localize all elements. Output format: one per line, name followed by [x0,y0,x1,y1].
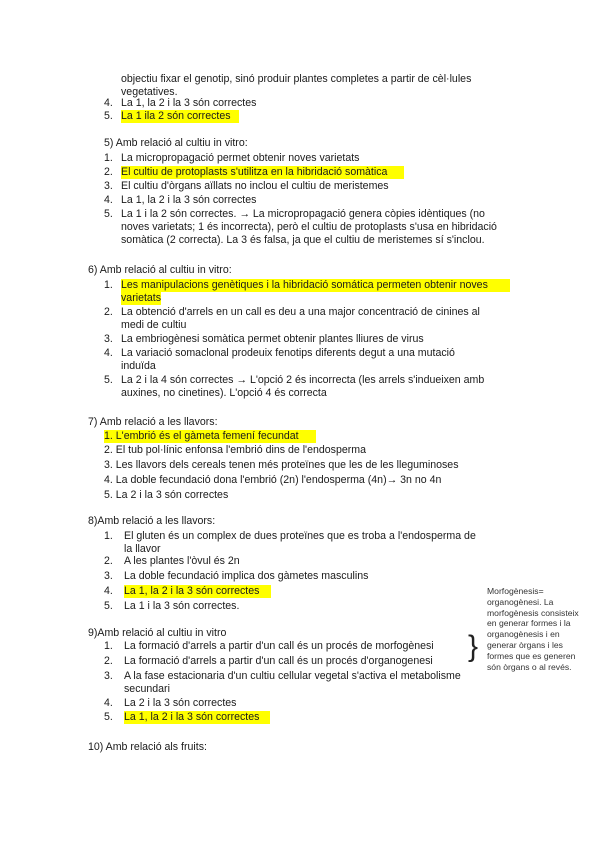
question-8-title: 8)Amb relació a les llavors: [88,515,216,527]
list-item-number: 4. [104,585,113,597]
list-item: 5. La 2 i la 3 són correctes [104,489,229,501]
list-item: 4. La doble fecundació dona l'embrió (2n) l'endosperma (4n)→ 3n no 4n [104,474,442,486]
list-item-highlighted: La 1 ila 2 són correctes [121,110,239,123]
list-item: La 1 i la 2 són correctes. → La micropropagació genera còpies idèntiques (no [121,208,485,220]
list-item: secundari [124,683,170,695]
list-item: La formació d'arrels a partir d'un call és un procés d'organogenesi [124,655,433,667]
list-item-number: 3. [104,180,113,192]
list-item: La 2 i la 3 són correctes [124,697,237,709]
list-item-number: 1. [104,530,113,542]
list-item-highlighted: La 1, la 2 i la 3 són correctes [124,711,270,724]
margin-note-line: morfogènesis consisteix [487,607,579,618]
list-item-number: 4. [104,347,113,359]
list-item-number: 5. [104,600,113,612]
question-5-title: 5) Amb relació al cultiu in vitro: [104,137,248,149]
list-item: La embriogènesi somàtica permet obtenir plantes lliures de virus [121,333,424,345]
list-item-number: 5. [104,110,113,122]
list-item-number: 4. [104,194,113,206]
list-item: La formació d'arrels a partir d'un call és un procés de morfogènesi [124,640,434,652]
list-item-highlighted: Les manipulacions genètiques i la hibridació somática permeten obtenir noves [121,279,510,292]
margin-note-line: Morfogènesis= [487,586,544,596]
answer-explanation: somàtica (2 correcta). La 3 és falsa, ja que el cultiu de meristemes sí s'inclou. [121,234,485,246]
list-item-number: 2. [104,306,113,318]
margin-note-line: generar òrgans i les [487,639,563,650]
list-item-number: 1. [104,279,113,291]
margin-note-line: en generar formes i la [487,618,571,629]
list-item-highlighted: varietats [121,292,162,304]
margin-note-line: organogènesis i en [487,629,560,640]
list-item: La doble fecundació implica dos gàmetes masculins [124,570,369,582]
list-item-highlighted: 1. L'embrió és el gàmeta femení fecundat [104,430,316,443]
list-item: El cultiu d'òrgans aïllats no inclou el cultiu de meristemes [121,180,389,192]
list-item: induïda [121,360,156,372]
list-item-number: 2. [104,655,113,667]
list-item-number: 5. [104,374,113,386]
margin-note [487,586,595,672]
list-item-number: 1. [104,640,113,652]
list-item-number: 4. [104,97,113,109]
list-item-number: 2. [104,166,113,178]
list-item: auxines, no cinetines). L'opció 4 és correcta [121,387,327,399]
list-item: La 1, la 2 i la 3 són correctes [121,194,257,206]
list-item: La obtenció d'arrels en un call es deu a una major concentració de cinines al [121,306,480,318]
list-item: La micropropagació permet obtenir noves varietats [121,152,360,164]
list-item-number: 3. [104,570,113,582]
list-item: La 1, la 2 i la 3 són correctes [121,97,257,109]
question-6-title: 6) Amb relació al cultiu in vitro: [88,264,232,276]
list-item: 2. El tub pol·línic enfonsa l'embrió dins de l'endosperma [104,444,366,456]
list-item-highlighted: La 1, la 2 i la 3 són correctes [124,585,271,598]
list-item: A la fase estacionaria d'un cultiu cellular vegetal s'activa el metabolisme [124,670,461,682]
list-item-number: 2. [104,555,113,567]
question-10-title: 10) Amb relació als fruits: [88,741,207,753]
list-item: El gluten és un complex de dues proteïnes que es troba a l'endosperma de [124,530,476,542]
brace-mark: } [468,630,479,663]
list-item-number: 4. [104,697,113,709]
top-line-2: vegetatives. [121,86,178,98]
list-item: La variació somaclonal prodeuix fenotips diferents degut a una mutació [121,347,455,359]
list-item: 3. Les llavors dels cereals tenen més proteïnes que les de les lleguminoses [104,459,459,471]
list-item-number: 1. [104,152,113,164]
margin-note-line: són òrgans o al revés. [487,661,572,672]
margin-note-line: formes que es generen [487,650,576,661]
question-7-title: 7) Amb relació a les llavors: [88,416,218,428]
list-item: A les plantes l'òvul és 2n [124,555,240,567]
margin-note-line: organogènesi. La [487,596,554,607]
list-item-number: 5. [104,208,113,220]
list-item-number: 3. [104,670,113,682]
list-item: La 2 i la 4 són correctes → L'opció 2 és incorrecta (les arrels s'indueixen amb [121,374,485,386]
list-item: La 1 i la 3 són correctes. [124,600,240,612]
list-item: la llavor [124,543,161,555]
question-9-title: 9)Amb relació al cultiu in vitro [88,627,227,639]
list-item: medi de cultiu [121,319,187,331]
list-item-number: 5. [104,711,113,723]
list-item-highlighted: El cultiu de protoplasts s'utilitza en la hibridació somàtica [121,166,404,179]
list-item-number: 3. [104,333,113,345]
top-line-1: objectiu fixar el genotip, sinó produir plantes completes a partir de cèl·lules [121,73,472,85]
answer-explanation: noves varietats; 1 és incorrecta), però el cultiu de protoplasts s'usa en hibridació [121,221,497,233]
